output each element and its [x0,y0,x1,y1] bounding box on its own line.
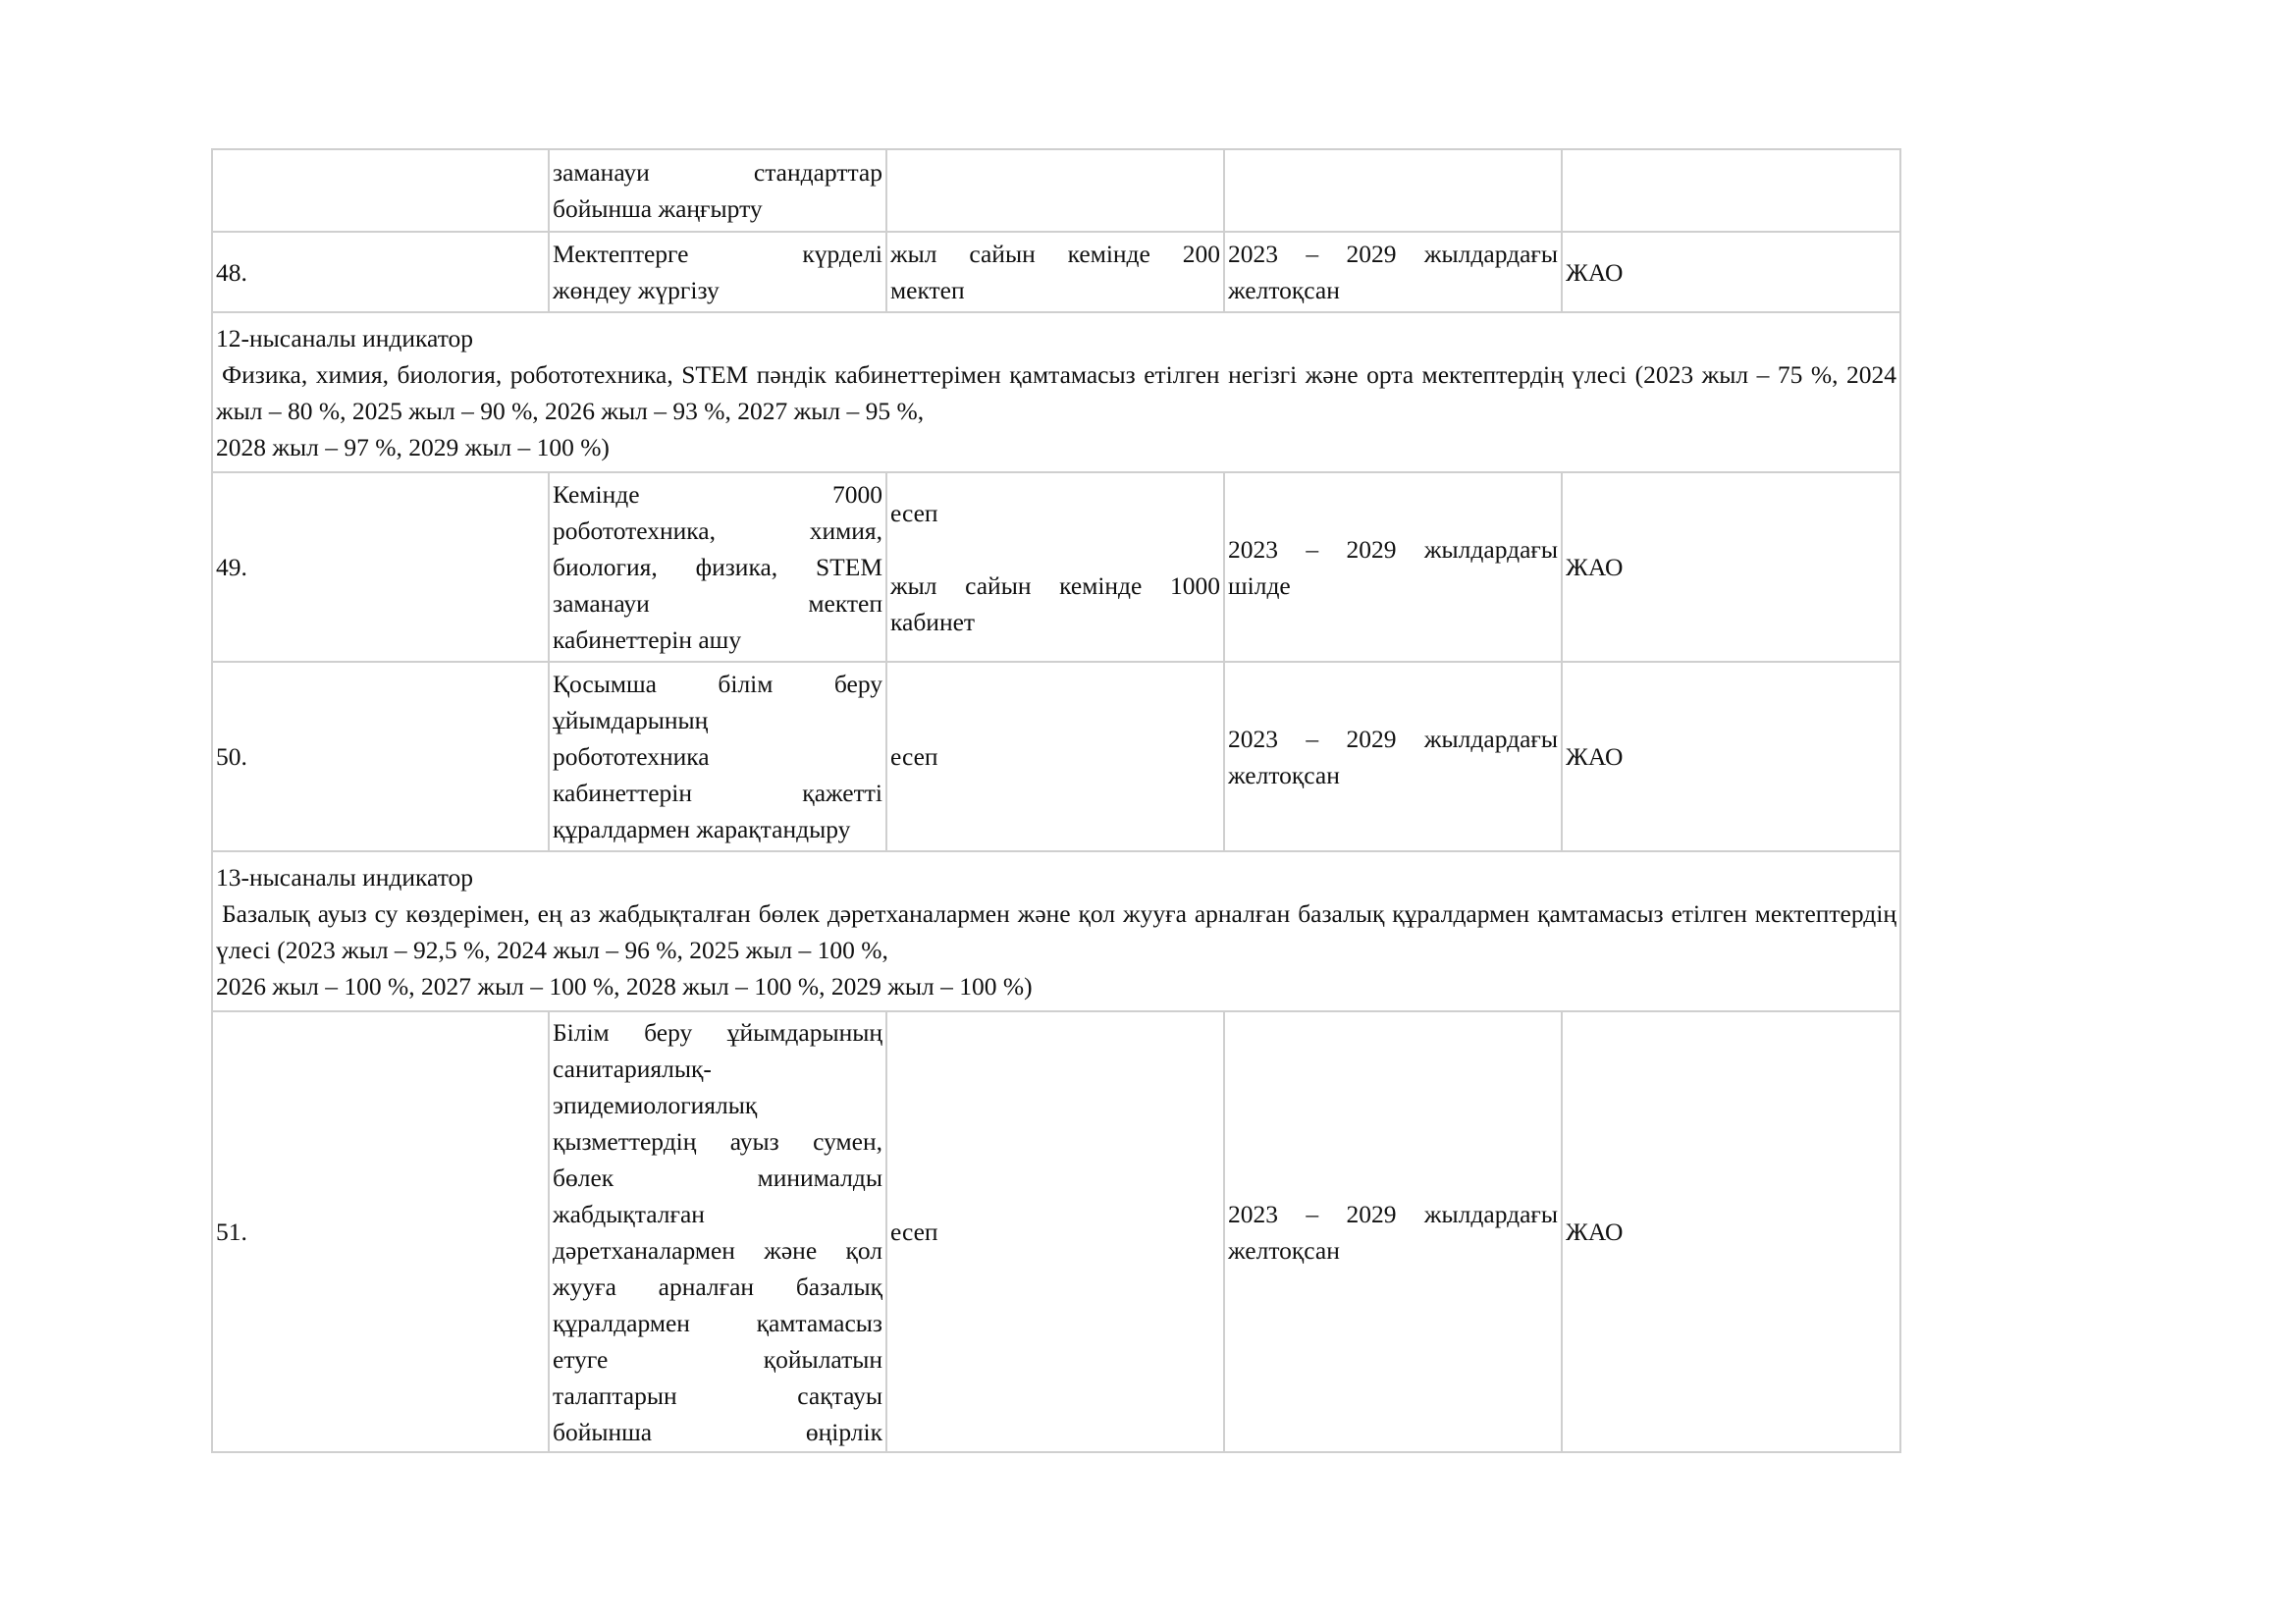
form-cell: есеп [886,662,1224,851]
deadline-cell [1224,149,1562,232]
action-cell: Білім беру ұйымдарының санитариялық- эпидемиологиялық қызметтердің ауыз сумен, бөлек минималды жабдықталған дәретханалармен және қол жууға арналған базалық құралдармен қамтамасыз етуге қойылатын талаптарын сақтауы бойынша өңірлік [549,1011,886,1452]
indicator-13-cell [212,851,1900,1011]
indicator-row [212,851,1900,1011]
table-row [212,1011,1900,1452]
indicator-description: Физика, химия, биология, робототехника, STEM пәндік кабинеттерімен қамтамасыз етілген негізгі және орта мектептердің үлесі (2023 жыл – 75 %, 2024 жыл – 80 %, 2025 жыл – 90 %, 2026 жыл – 93 %, 2027 жыл – 95 %, [216,359,1896,425]
indicator-description: Базалық ауыз су көздерімен, ең аз жабдықталған бөлек дәретханалармен және қол жууға арналған базалық құралдармен қамтамасыз етілген мектептердің үлесі (2023 жыл – 92,5 %, 2024 жыл – 96 %, 2025 жыл – 100 %, [216,898,1896,964]
row-number: 51. [212,1011,549,1452]
row-number: 50. [212,662,549,851]
indicator-title: 13-нысаналы индикатор [216,862,474,892]
responsible-cell: ЖАО [1562,232,1900,312]
table-row [212,472,1900,662]
form-cell: есеп жыл сайын кемінде 1000 кабинет [886,472,1224,662]
deadline-cell: 2023 – 2029 жылдардағы шілде [1224,472,1562,662]
deadline-cell: 2023 – 2029 жылдардағы желтоқсан [1224,1011,1562,1452]
indicator-title: 12-нысаналы индикатор [216,323,474,352]
action-cell: Мектептерге күрделі жөндеу жүргізу [549,232,886,312]
responsible-cell [1562,149,1900,232]
form-cell: есеп [886,1011,1224,1452]
form-cell: жыл сайын кемінде 200 мектеп [886,232,1224,312]
indicator-12-cell [212,312,1900,472]
form-cell [886,149,1224,232]
deadline-cell: 2023 – 2029 жылдардағы желтоқсан [1224,232,1562,312]
indicator-description-cont: 2028 жыл – 97 %, 2029 жыл – 100 %) [216,432,610,461]
indicator-description-cont: 2026 жыл – 100 %, 2027 жыл – 100 %, 2028 жыл – 100 %, 2029 жыл – 100 %) [216,971,1033,1001]
action-cell: Қосымша білім беру ұйымдарының робототехника кабинеттерін қажетті құралдармен жарақтандыру [549,662,886,851]
deadline-cell: 2023 – 2029 жылдардағы желтоқсан [1224,662,1562,851]
action-cell: Кемінде 7000 робототехника, химия, биология, физика, STEM заманауи мектеп кабинеттерін ашу [549,472,886,662]
table-row [212,232,1900,312]
action-plan-table [211,148,1901,1453]
table-row [212,662,1900,851]
responsible-cell: ЖАО [1562,662,1900,851]
responsible-cell: ЖАО [1562,472,1900,662]
row-number: 49. [212,472,549,662]
table-row [212,149,1900,232]
number-cell [212,149,549,232]
responsible-cell: ЖАО [1562,1011,1900,1452]
indicator-row [212,312,1900,472]
row-number: 48. [212,232,549,312]
action-cell: заманауи стандарттар бойынша жаңғырту [549,149,886,232]
